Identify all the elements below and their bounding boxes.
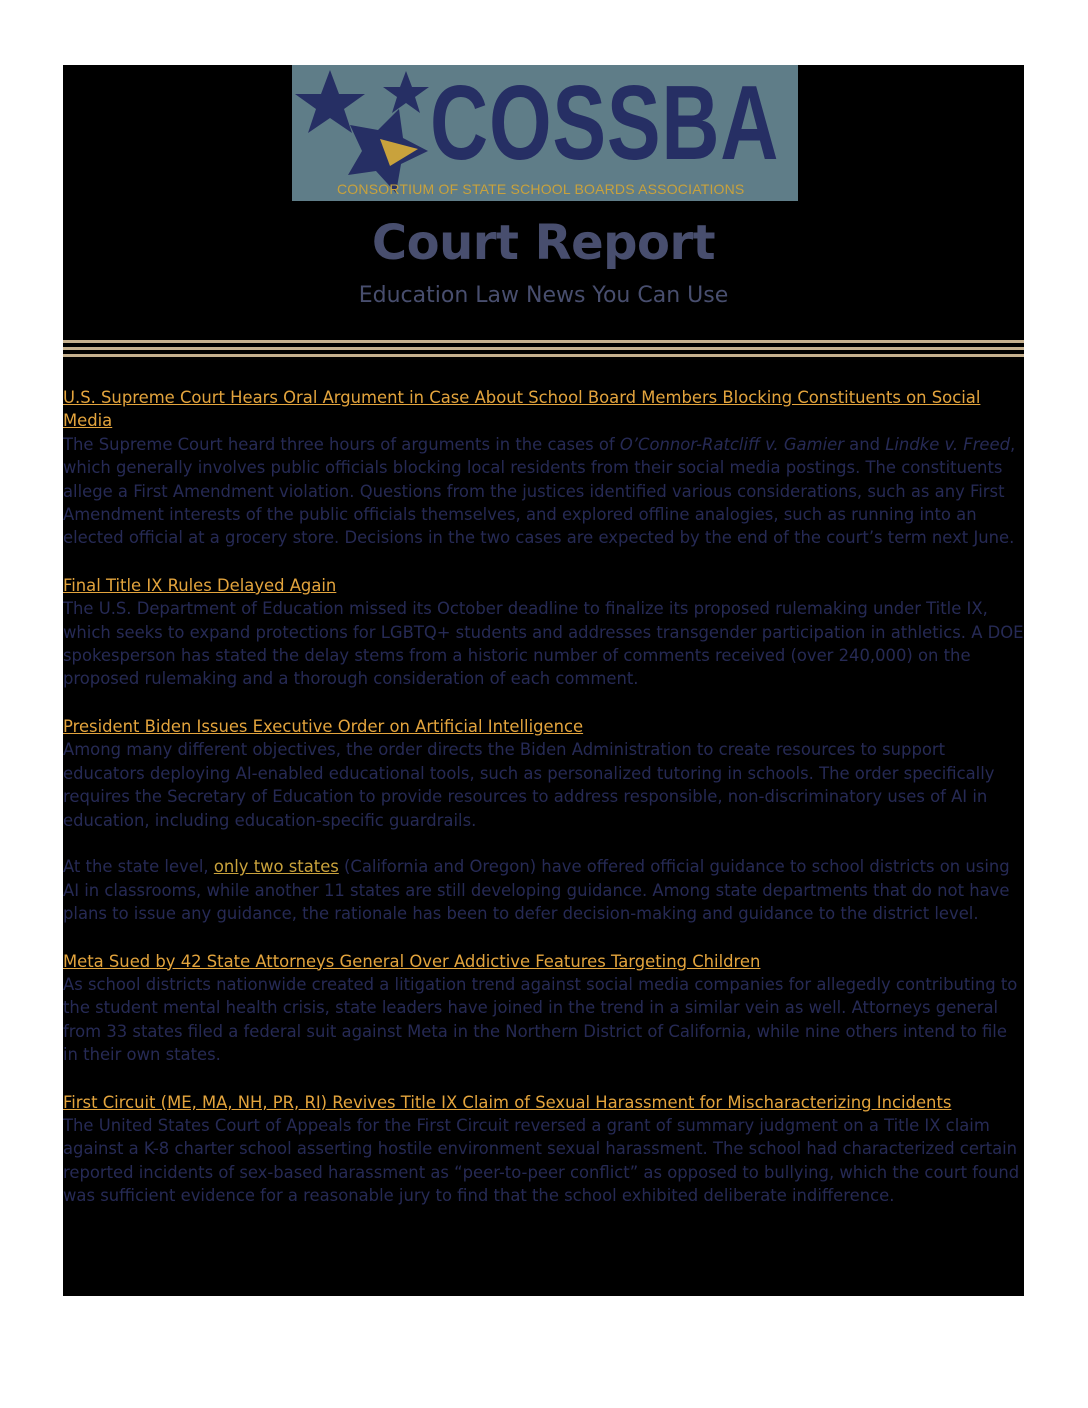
article (63, 950, 1024, 1067)
article-headline-link[interactable]: President Biden Issues Executive Order on Artificial Intelligence (63, 716, 584, 736)
article (63, 1091, 1024, 1208)
article-headline-link[interactable]: U.S. Supreme Court Hears Oral Argument in Case About School Board Members Blocking Constituents on Social Media (63, 388, 981, 431)
article (63, 715, 1024, 926)
article-body (63, 433, 1024, 550)
article-body: The U.S. Department of Education missed its October deadline to finalize its proposed rulemaking under Title IX, which seeks to expand protections for LGBTQ+ students and addresses transgender participation in athletics. A DOE spokesperson has stated the delay stems from a historic number of comments received (over 240,000) on the proposed rulemaking and a thorough consideration of each comment. (63, 599, 1024, 689)
article-headline-link[interactable]: First Circuit (ME, MA, NH, PR, RI) Revives Title IX Claim of Sexual Harassment for Mischaracterizing Incidents (63, 1092, 952, 1112)
article-headline-link[interactable]: Meta Sued by 42 State Attorneys General Over Addictive Features Targeting Children (63, 951, 761, 971)
logo-wordmark: COSSBA (430, 65, 780, 182)
case-name: Lindke v. Freed (885, 434, 1011, 454)
divider-rule (63, 347, 1024, 350)
article-body: Among many different objectives, the order directs the Biden Administration to create resources to support educators deploying AI-enabled educational tools, such as personalized tutoring in schools. The order specifically requires the Secretary of Education to provide resources to address responsible, non-discriminatory uses of AI in education, including education-specific guardrails. (63, 740, 995, 830)
case-name: O’Connor-Ratcliff v. Gamier (619, 434, 844, 454)
article (63, 386, 1024, 550)
article (63, 574, 1024, 691)
page-title: Court Report (371, 215, 716, 271)
cossba-logo (292, 65, 798, 201)
article-headline-link[interactable]: Final Title IX Rules Delayed Again (63, 575, 337, 595)
body-text: At the state level, (63, 857, 214, 877)
logo-tagline: CONSORTIUM OF STATE SCHOOL BOARDS ASSOCIATIONS (337, 181, 745, 197)
divider-rule (63, 340, 1024, 343)
article-body (63, 855, 1024, 925)
body-text: and (843, 434, 886, 454)
article-body: The United States Court of Appeals for the First Circuit reversed a grant of summary judgment on a Title IX claim against a K-8 charter school asserting hostile environment sexual harassment. The school had characterized certain reported incidents of sex-based harassment as “peer-to-peer conflict” as opposed to bullying, which the court found was sufficient evidence for a reasonable jury to find that the school exhibited deliberate indifference. (63, 1115, 1020, 1206)
divider-rule (63, 354, 1024, 357)
article-list (63, 386, 1024, 1232)
body-text: , which generally involves public officials blocking local residents from their social media postings. The constituents allege a First Amendment violation. Questions from the justices identified various considerations, such as any First Amendment interests of the public officials themselves, and explored offline analogies, such as running into an elected official at a grocery store. Decisions in the two cases are expected by the end of the court’s term next June. (63, 434, 1016, 548)
newsletter-panel (63, 65, 1024, 1296)
body-text: The Supreme Court heard three hours of arguments in the cases of (63, 434, 620, 454)
page-subtitle: Education Law News You Can Use (358, 283, 729, 308)
body-text: (California and Oregon) have offered official guidance to school districts on using AI in classrooms, while another 11 states are still developing guidance. Among state departments that do not have plans to issue any guidance, the rationale has been to defer decision-making and guidance to the district level. (63, 857, 1010, 924)
only-two-states-link[interactable]: only two states (213, 857, 339, 877)
article-body: As school districts nationwide created a litigation trend against social media companies for allegedly contributing to the student mental health crisis, state leaders have joined in the trend in a similar vein as well. Attorneys general from 33 states filed a federal suit against Meta in the Northern District of California, while nine others intend to file in their own states. (63, 974, 1018, 1065)
